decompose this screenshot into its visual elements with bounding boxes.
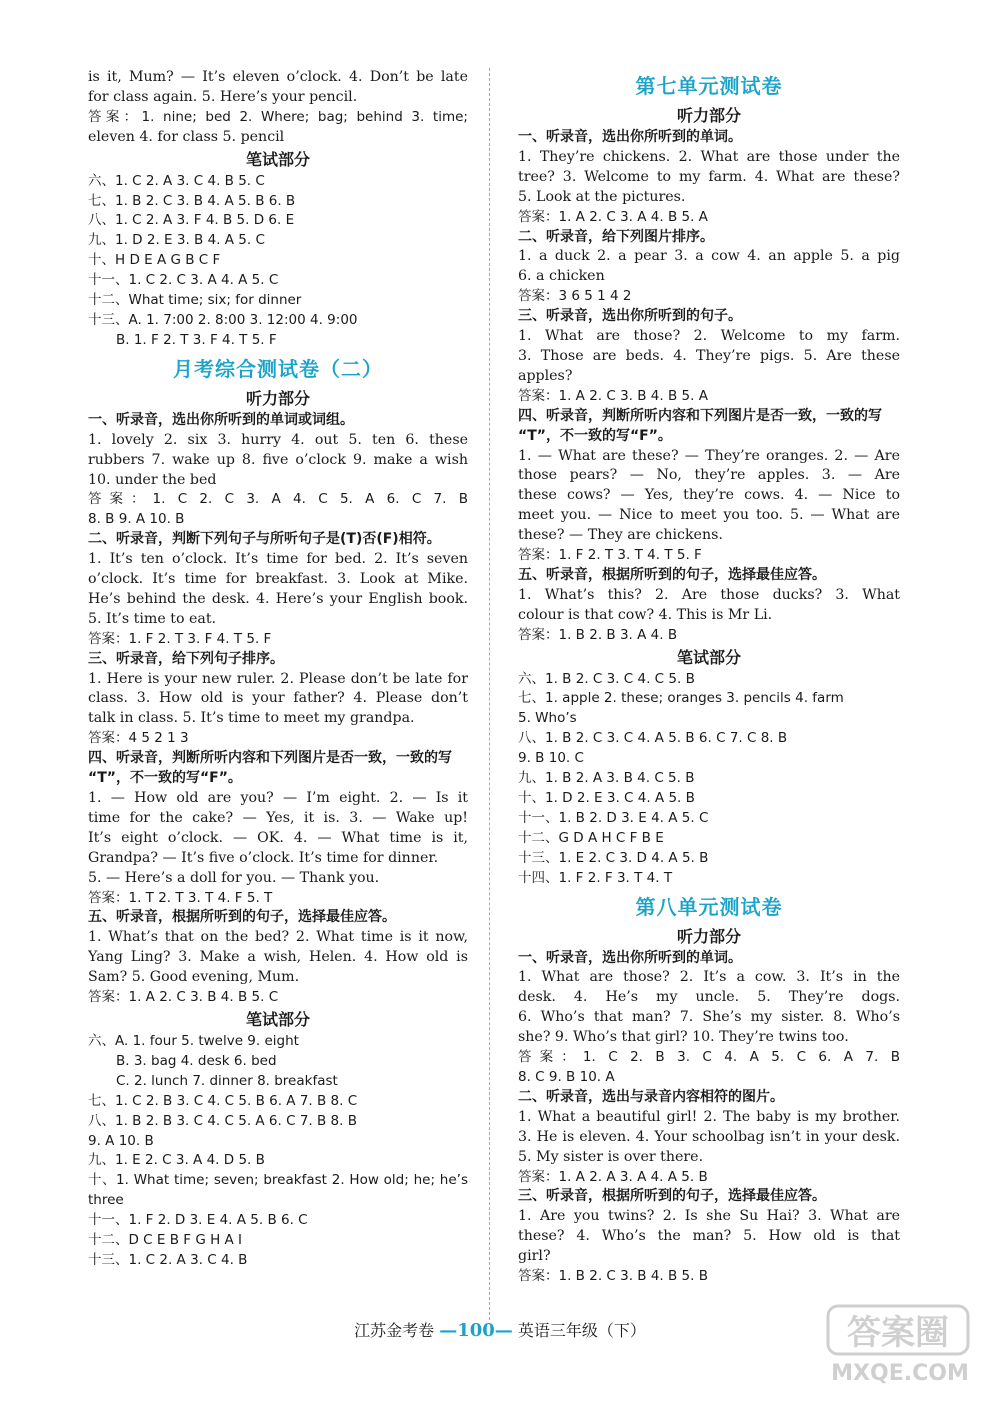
- right-text-line: 一、听录音，选出你所听到的单词。: [518, 949, 742, 966]
- left-text-line: 十、H D E A G B C F: [88, 252, 221, 269]
- left-text-line: is it, Mum? — It’s eleven o’clock. 4. Don’t be late: [88, 69, 468, 85]
- right-text-line: 3. He is eleven. 4. Your schoolbag isn’t in your desk.: [518, 1128, 900, 1145]
- footer-subject: 英语三年级（下）: [517, 1321, 646, 1340]
- right-text-line: 3. Those are beds. 4. They’re pigs. 5. Are these: [518, 347, 900, 364]
- left-text-line: 答案：1. F 2. T 3. F 4. T 5. F: [88, 630, 272, 647]
- left-column: [88, 68, 468, 1271]
- watermark-logo: [820, 1300, 980, 1390]
- right-text-line: 听力部分: [676, 926, 741, 946]
- left-text-line: 1. What’s that on the bed? 2. What time is it now,: [88, 929, 468, 946]
- left-text-line: 答案：1. nine; bed 2. Where; bag; behind 3. time;: [88, 108, 468, 125]
- left-text-line: 答案：1. A 2. C 3. B 4. B 5. C: [88, 989, 279, 1006]
- left-text-line: 1. — How old are you? — I’m eight. 2. — Is it: [88, 790, 468, 806]
- left-text-line: 六、1. C 2. A 3. C 4. B 5. C: [88, 172, 265, 189]
- right-text-line: meet you. — Nice to meet you too. 5. — What are: [518, 507, 900, 524]
- right-text-line: 1. They’re chickens. 2. What are those under the: [518, 148, 900, 165]
- left-text-line: Grandpa? — It’s five o’clock. It’s time for dinner.: [88, 849, 439, 866]
- right-text-line: 答案：1. F 2. T 3. T 4. T 5. F: [518, 547, 702, 564]
- left-text-line: 八、1. C 2. A 3. F 4. B 5. D 6. E: [88, 212, 295, 229]
- right-text-line: 9. B 10. C: [518, 750, 584, 767]
- left-text-line: class. 3. How old is your father? 4. Please don’t: [88, 690, 468, 707]
- right-text-line: 8. C 9. B 10. A: [518, 1068, 615, 1085]
- right-text-line: 笔试部分: [676, 647, 741, 667]
- left-text-line: 答案：4 5 2 1 3: [88, 730, 189, 747]
- left-text-line: 一、听录音，选出你所听到的单词或词组。: [88, 411, 354, 428]
- right-text-line: 十一、1. B 2. D 3. E 4. A 5. C: [518, 809, 709, 826]
- right-text-line: 十四、1. F 2. F 3. T 4. T: [518, 869, 673, 886]
- left-text-line: 笔试部分: [245, 149, 310, 169]
- right-text-line: 六、1. B 2. C 3. C 4. C 5. B: [518, 670, 695, 687]
- right-text-line: 第八单元测试卷: [635, 894, 783, 919]
- left-text-line: 二、听录音，判断下列句子与所听句子是(T)否(F)相符。: [88, 531, 441, 548]
- left-text-line: 8. B 9. A 10. B: [88, 511, 185, 528]
- left-text-line: 答案：1. C 2. C 3. A 4. C 5. A 6. C 7. B: [88, 491, 468, 508]
- left-text-line: 听力部分: [245, 388, 310, 408]
- left-text-line: It’s eight o’clock. — OK. 4. — What time is it,: [88, 829, 468, 846]
- left-text-line: time for the cake? — Yes, it is. 3. — Wake up!: [88, 809, 468, 826]
- left-text-line: 九、1. D 2. E 3. B 4. A 5. C: [88, 232, 265, 249]
- right-text-line: 七、1. apple 2. these; oranges 3. pencils 4. farm: [518, 690, 844, 707]
- left-text-line: 七、1. B 2. C 3. B 4. A 5. B 6. B: [88, 192, 296, 209]
- right-text-line: 三、听录音，选出你所听到的句子。: [518, 308, 742, 325]
- right-text-line: 1. — What are these? — They’re oranges. 2. — Are: [518, 447, 900, 464]
- right-text-line: these cows? — Yes, they’re cows. 4. — Nice to: [518, 487, 900, 504]
- right-text-line: those pears? — No, they’re apples. 3. — Are: [518, 467, 900, 484]
- left-text-line: Sam? 5. Good evening, Mum.: [88, 969, 300, 986]
- right-text-line: 1. What are those? 2. Welcome to my farm.: [518, 328, 900, 345]
- right-text-line: these? — They are chickens.: [518, 527, 723, 544]
- right-text-line: 答案：1. A 2. A 3. A 4. A 5. B: [518, 1168, 708, 1185]
- left-text-line: 三、听录音，给下列句子排序。: [88, 650, 284, 667]
- left-text-line: eleven 4. for class 5. pencil: [88, 128, 285, 145]
- left-text-line: talk in class. 5. It’s time to meet my grandpa.: [88, 710, 415, 727]
- right-text-line: 一、听录音，选出你所听到的单词。: [518, 129, 742, 145]
- left-text-line: 八、1. B 2. B 3. C 4. C 5. A 6. C 7. B 8. B: [88, 1112, 357, 1129]
- right-text-line: 五、听录音，根据所听到的句子，选择最佳应答。: [518, 566, 826, 583]
- left-text-line: three: [88, 1192, 124, 1209]
- right-text-line: 二、听录音，给下列图片排序。: [518, 228, 714, 245]
- watermark-text: 答案圈: [847, 1313, 949, 1353]
- right-text-line: 十三、1. E 2. C 3. D 4. A 5. B: [518, 849, 709, 866]
- right-text-line: 四、听录音，判断所听内容和下列图片是否一致，一致的写: [518, 407, 882, 424]
- left-text-line: rubbers 7. wake up 8. five o’clock 9. make a wish: [88, 451, 468, 468]
- left-text-line: 十一、1. C 2. C 3. A 4. A 5. C: [88, 272, 279, 289]
- left-text-line: B. 1. F 2. T 3. F 4. T 5. F: [116, 331, 277, 348]
- right-text-line: 5. Look at the pictures.: [518, 188, 686, 205]
- right-text-line: these? 4. Who’s the man? 5. How old is that: [518, 1228, 900, 1245]
- right-text-line: she? 9. Who’s that girl? 10. They’re twins too.: [518, 1029, 849, 1046]
- left-text-line: 十三、1. C 2. A 3. C 4. B: [88, 1251, 248, 1268]
- right-text-line: 5. Who’s: [518, 710, 577, 727]
- left-text-line: 答案：1. T 2. T 3. T 4. F 5. T: [88, 889, 273, 906]
- right-text-line: 1. What are those? 2. It’s a cow. 3. It’s in the: [518, 969, 900, 986]
- right-text-line: 答案：1. A 2. C 3. A 4. B 5. A: [518, 208, 708, 225]
- right-text-line: apples?: [518, 367, 573, 384]
- right-text-line: 八、1. B 2. C 3. C 4. A 5. B 6. C 7. C 8. B: [518, 730, 788, 747]
- column-divider: [489, 68, 490, 1320]
- left-text-line: for class again. 5. Here’s your pencil.: [88, 88, 358, 105]
- left-text-line: B. 3. bag 4. desk 6. bed: [116, 1052, 277, 1069]
- left-text-line: 10. under the bed: [88, 471, 217, 488]
- right-text-line: 答案：1. B 2. B 3. A 4. B: [518, 626, 678, 643]
- footer-book-title: 江苏金考卷: [354, 1321, 435, 1340]
- watermark-url: MXQE.COM: [831, 1361, 969, 1386]
- left-text-line: 5. — Here’s a doll for you. — Thank you.: [88, 869, 380, 886]
- left-text-line: 9. A 10. B: [88, 1132, 154, 1149]
- right-text-line: 听力部分: [676, 106, 741, 125]
- right-text-line: 答案：1. C 2. B 3. C 4. A 5. C 6. A 7. B: [518, 1049, 900, 1066]
- right-text-line: 十二、G D A H C F B E: [518, 829, 664, 846]
- left-text-line: 十一、1. F 2. D 3. E 4. A 5. B 6. C: [88, 1212, 308, 1229]
- right-text-line: “T”，不一致的写“F”。: [518, 427, 672, 444]
- left-text-line: 六、A. 1. four 5. twelve 9. eight: [88, 1032, 299, 1049]
- right-text-line: 6. Who’s that man? 7. She’s my sister. 8. Who’s: [518, 1009, 900, 1026]
- left-text-line: 十三、A. 1. 7:00 2. 8:00 3. 12:00 4. 9:00: [88, 311, 358, 328]
- left-text-line: 月考综合测试卷（二）: [173, 356, 383, 381]
- right-text-line: 1. What a beautiful girl! 2. The baby is my brother.: [518, 1108, 900, 1125]
- right-text-line: 5. My sister is over there.: [518, 1148, 704, 1165]
- right-text-line: 三、听录音，根据所听到的句子，选择最佳应答。: [518, 1188, 826, 1205]
- right-text-line: 答案：3 6 5 1 4 2: [518, 288, 632, 305]
- left-text-line: 四、听录音，判断所听内容和下列图片是否一致，一致的写: [88, 750, 452, 767]
- left-text-line: 九、1. E 2. C 3. A 4. D 5. B: [88, 1152, 265, 1169]
- left-text-line: 十二、D C E B F G H A I: [88, 1232, 243, 1249]
- left-text-line: “T”，不一致的写“F”。: [88, 770, 242, 787]
- left-text-line: 1. Here is your new ruler. 2. Please don’t be late for: [88, 670, 468, 687]
- right-text-line: 1. What’s this? 2. Are those ducks? 3. What: [518, 586, 900, 603]
- right-text-line: 九、1. B 2. A 3. B 4. C 5. B: [518, 770, 695, 787]
- right-text-line: 答案：1. B 2. C 3. B 4. B 5. B: [518, 1268, 708, 1285]
- right-text-line: 二、听录音，选出与录音内容相符的图片。: [518, 1088, 784, 1105]
- right-text-line: 十、1. D 2. E 3. C 4. A 5. B: [518, 790, 695, 806]
- right-text-line: tree? 3. Welcome to my farm. 4. What are these?: [518, 168, 900, 185]
- left-text-line: 1. It’s ten o’clock. It’s time for bed. 2. It’s seven: [88, 551, 468, 568]
- right-text-line: 1. a duck 2. a pear 3. a cow 4. an apple 5. a pig: [518, 248, 900, 265]
- left-text-line: 五、听录音，根据所听到的句子，选择最佳应答。: [88, 909, 396, 926]
- left-text-line: 1. lovely 2. six 3. hurry 4. out 5. ten 6. these: [88, 431, 468, 448]
- left-text-line: 十、1. What time; seven; breakfast 2. How old; he; he’s: [88, 1172, 468, 1189]
- left-text-line: He’s behind the desk. 4. Here’s your English book.: [88, 590, 468, 607]
- right-text-line: girl?: [518, 1248, 551, 1265]
- left-text-line: 七、1. C 2. B 3. C 4. C 5. B 6. A 7. B 8. C: [88, 1092, 358, 1109]
- left-text-line: Yang Ling? 3. Make a wish, Helen. 4. How old is: [88, 949, 468, 966]
- right-text-line: colour is that cow? 4. This is Mr Li.: [518, 606, 773, 623]
- left-text-line: 5. It’s time to eat.: [88, 610, 217, 627]
- page-number: —100—: [439, 1320, 513, 1341]
- left-text-line: 十二、What time; six; for dinner: [88, 292, 302, 309]
- right-text-line: 6. a chicken: [518, 268, 605, 285]
- right-column: [518, 68, 900, 1287]
- left-text-line: o’clock. It’s time for breakfast. 3. Look at Mike.: [88, 571, 468, 588]
- right-text-line: 1. Are you twins? 2. Is she Su Hai? 3. What are: [518, 1208, 900, 1225]
- right-text-line: 答案：1. A 2. C 3. B 4. B 5. A: [518, 387, 708, 404]
- right-text-line: 第七单元测试卷: [635, 74, 783, 98]
- left-text-line: 笔试部分: [245, 1009, 310, 1029]
- right-text-line: desk. 4. He’s my uncle. 5. They’re dogs.: [518, 989, 900, 1006]
- left-text-line: C. 2. lunch 7. dinner 8. breakfast: [116, 1072, 338, 1089]
